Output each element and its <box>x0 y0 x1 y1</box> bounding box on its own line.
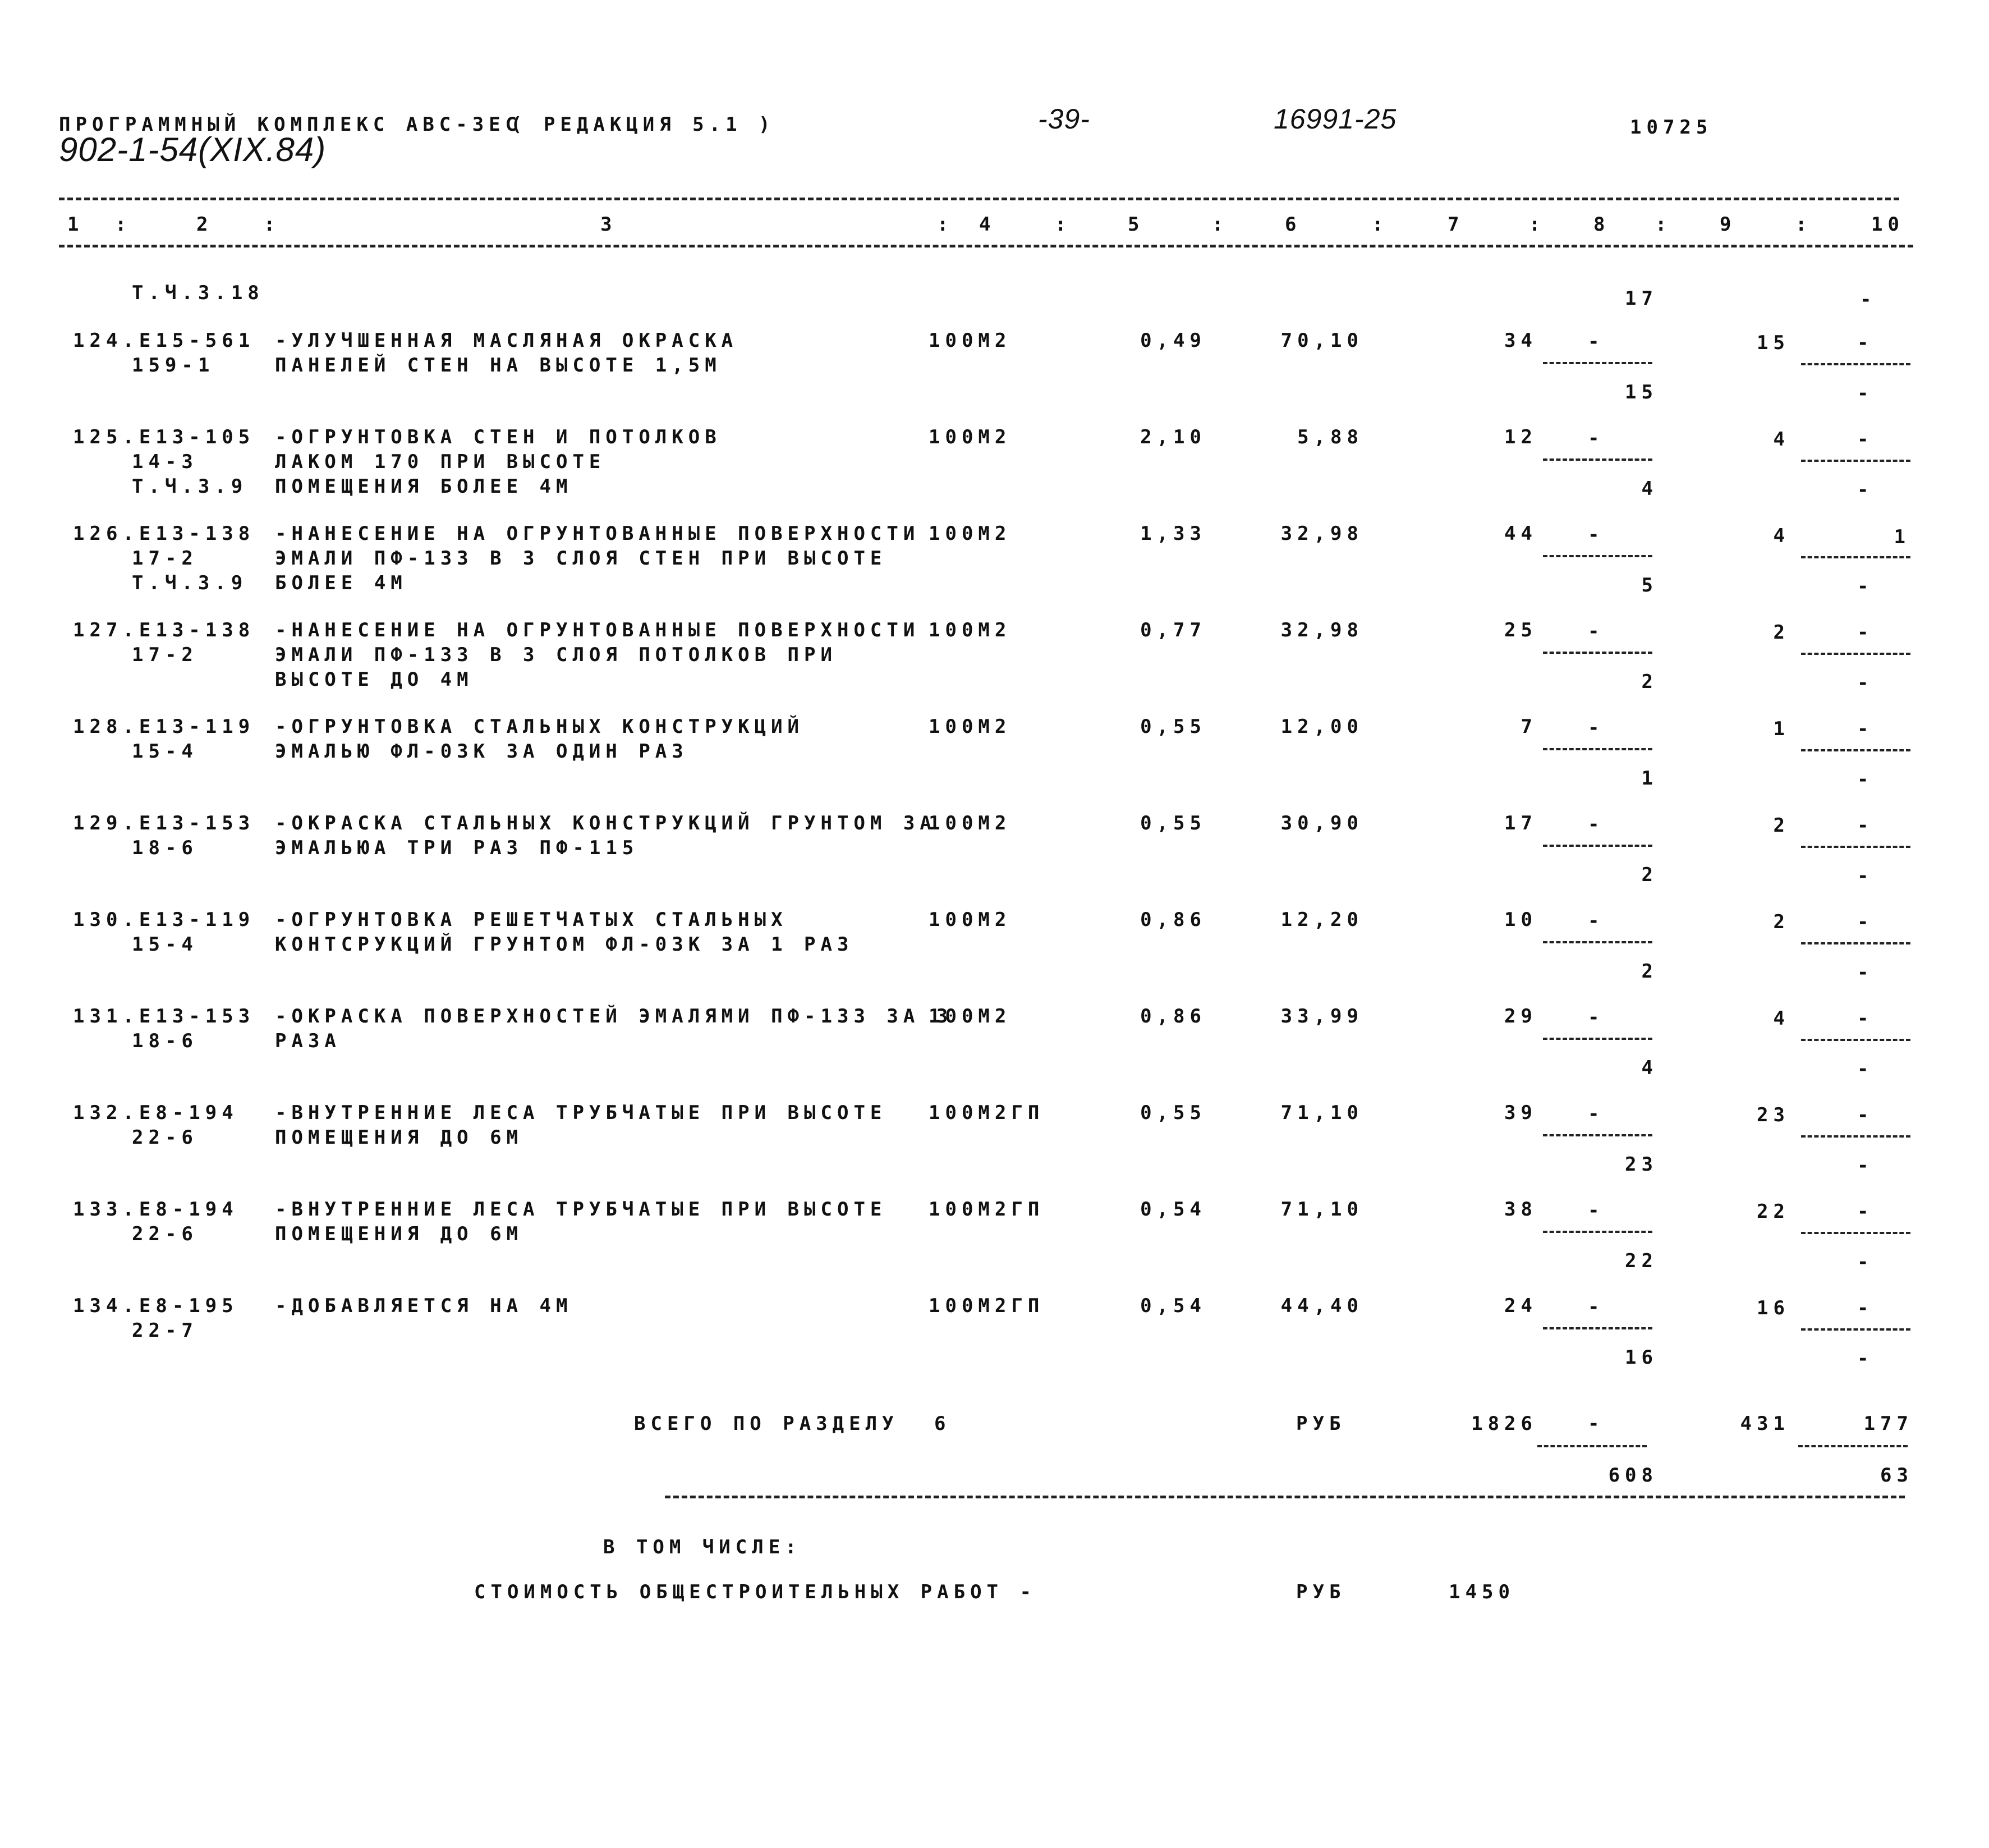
row-unit-price: 5,88 <box>1297 426 1363 448</box>
row-quantity: 0,55 <box>1140 812 1206 834</box>
column-separator: : <box>115 213 132 236</box>
cell-col10-top: - <box>1857 1297 1874 1319</box>
row-description: -ОГРУНТОВКА СТЕН И ПОТОЛКОВ <box>275 426 722 448</box>
fraction-line <box>1537 1445 1647 1447</box>
row-quantity: 0,54 <box>1140 1198 1206 1221</box>
row-quantity: 0,86 <box>1140 1005 1206 1028</box>
row-reference: 22-6 <box>132 1126 198 1149</box>
cell-col10-top: - <box>1857 911 1874 933</box>
page-number: -39- <box>1038 103 1090 135</box>
row-unit-price: 71,10 <box>1280 1102 1363 1124</box>
row-description: ЛАКОМ 170 ПРИ ВЫСОТЕ <box>275 451 606 473</box>
cell-col10-top: - <box>1857 718 1874 740</box>
row-unit-price: 32,98 <box>1280 619 1363 641</box>
cell-col8-bottom: 5 <box>1641 574 1658 597</box>
fraction-line <box>1543 845 1652 847</box>
row-description: ПОМЕЩЕНИЯ БОЛЕЕ 4М <box>275 475 573 498</box>
row-number: 125.Е13-105 <box>73 426 255 448</box>
row-description: ПОМЕЩЕНИЯ ДО 6М <box>275 1223 523 1245</box>
row-unit-price: 71,10 <box>1280 1198 1363 1221</box>
general-works-currency: РУБ <box>1296 1581 1346 1603</box>
summary-rule <box>665 1496 1905 1498</box>
row-reference: 15-4 <box>132 933 198 956</box>
fraction-line <box>1801 1135 1910 1138</box>
row-unit-price: 44,40 <box>1280 1295 1363 1317</box>
cell-col8-bottom: 4 <box>1641 478 1658 500</box>
row-number: 130.Е13-119 <box>73 909 255 931</box>
cell-col10-bottom: - <box>1857 382 1874 405</box>
row-total: 24 <box>1504 1295 1537 1317</box>
column-header-8: 8 <box>1593 213 1610 236</box>
row-quantity: 0,77 <box>1140 619 1206 641</box>
cell-col8-top: - <box>1588 1103 1605 1125</box>
row-description: -УЛУЧШЕННАЯ МАСЛЯНАЯ ОКРАСКА <box>275 329 738 352</box>
fraction-line <box>1543 1038 1652 1040</box>
cell-col9: 4 <box>1773 525 1790 547</box>
cell-col9: 4 <box>1773 428 1790 451</box>
row-unit-price: 32,98 <box>1280 522 1363 545</box>
cell-col10-top: - <box>1857 1200 1874 1223</box>
cell-col8-bottom: 23 <box>1625 1153 1658 1176</box>
column-separator: : <box>1372 213 1389 236</box>
fraction-line <box>1543 652 1652 654</box>
row-number: 128.Е13-119 <box>73 716 255 738</box>
row-number: 129.Е13-153 <box>73 812 255 834</box>
cell-col8-top: - <box>1588 620 1605 643</box>
cell-col8-top: - <box>1588 813 1605 836</box>
row-unit-price: 70,10 <box>1280 329 1363 352</box>
row-quantity: 0,54 <box>1140 1295 1206 1317</box>
row-description: -ОКРАСКА ПОВЕРХНОСТЕЙ ЭМАЛЯМИ ПФ-133 ЗА 3 <box>275 1005 953 1028</box>
row-unit: 100М2 <box>929 812 1012 834</box>
row-description: -ОГРУНТОВКА РЕШЕТЧАТЫХ СТАЛЬНЫХ <box>275 909 788 931</box>
summary-col9: 431 <box>1740 1413 1790 1435</box>
summary-section-number: 6 <box>934 1413 951 1435</box>
row-total: 44 <box>1504 522 1537 545</box>
row-unit: 100М2 <box>929 522 1012 545</box>
document-code: 10725 <box>1630 116 1713 139</box>
column-separator: : <box>1795 213 1812 236</box>
row-total: 12 <box>1504 426 1537 448</box>
fraction-line <box>1801 653 1910 655</box>
summary-col10-bottom: 63 <box>1880 1464 1913 1487</box>
row-reference: 14-3 <box>132 451 198 473</box>
row-description: -НАНЕСЕНИЕ НА ОГРУНТОВАННЫЕ ПОВЕРХНОСТИ <box>275 619 920 641</box>
row-reference: 15-4 <box>132 740 198 763</box>
fraction-line <box>1543 1327 1652 1329</box>
cell-col8-bottom: 16 <box>1625 1346 1658 1369</box>
column-separator: : <box>1055 213 1072 236</box>
column-separator: : <box>1529 213 1546 236</box>
project-number: 902-1-54(XIX.84) <box>59 131 327 168</box>
row-description: ЭМАЛИ ПФ-133 В 3 СЛОЯ СТЕН ПРИ ВЫСОТЕ <box>275 547 887 570</box>
row-number: 124.Е15-561 <box>73 329 255 352</box>
cell-col10-bottom: - <box>1857 1251 1874 1273</box>
row-quantity: 2,10 <box>1140 426 1206 448</box>
row-description: ВЫСОТЕ ДО 4М <box>275 668 474 691</box>
cell-col9: 2 <box>1773 621 1790 644</box>
fraction-line <box>1801 749 1910 751</box>
row-quantity: 0,55 <box>1140 716 1206 738</box>
cell-col8: 17 <box>1625 287 1658 310</box>
cell-col9: 2 <box>1773 814 1790 837</box>
row-reference: Т.Ч.3.18 <box>132 282 264 304</box>
cell-col9: 22 <box>1757 1200 1790 1223</box>
column-separator: : <box>264 213 281 236</box>
cell-col8-top: - <box>1588 1296 1605 1318</box>
row-number: 131.Е13-153 <box>73 1005 255 1028</box>
row-unit: 100М2 <box>929 909 1012 931</box>
fraction-line <box>1543 555 1652 557</box>
summary-col8-bottom: 608 <box>1608 1464 1658 1487</box>
fraction-line <box>1543 458 1652 461</box>
cell-col9: 2 <box>1773 911 1790 933</box>
fraction-line <box>1801 460 1910 462</box>
including-label: В ТОМ ЧИСЛЕ: <box>603 1536 802 1558</box>
row-quantity: 0,55 <box>1140 1102 1206 1124</box>
cell-col9: 4 <box>1773 1007 1790 1030</box>
row-reference: 22-6 <box>132 1223 198 1245</box>
cell-col10-top: - <box>1857 621 1874 644</box>
cell-col8-bottom: 22 <box>1625 1250 1658 1272</box>
cell-col10-bottom: - <box>1857 672 1874 694</box>
cell-col10-top: - <box>1857 1007 1874 1030</box>
row-unit: 100М2 <box>929 716 1012 738</box>
row-reference: 17-2 <box>132 644 198 666</box>
fraction-line <box>1798 1445 1908 1447</box>
cell-col9: 16 <box>1757 1297 1790 1319</box>
summary-total: 1826 <box>1471 1413 1537 1435</box>
cell-col8-bottom: 2 <box>1641 864 1658 886</box>
cell-col10-bottom: - <box>1857 1154 1874 1177</box>
cell-col8-top: - <box>1588 910 1605 932</box>
row-unit: 100М2ГП <box>929 1198 1045 1221</box>
row-description: РАЗА <box>275 1030 341 1052</box>
row-total: 17 <box>1504 812 1537 834</box>
program-title: ПРОГРАММНЫЙ КОМПЛЕКС АВС-3ЕС <box>59 113 522 136</box>
column-separator: : <box>1655 213 1672 236</box>
column-header-3: 3 <box>600 213 617 236</box>
row-unit-price: 12,20 <box>1280 909 1363 931</box>
fraction-line <box>1543 1134 1652 1136</box>
row-number: 134.Е8-195 <box>73 1295 238 1317</box>
fraction-line <box>1801 846 1910 848</box>
row-unit-price: 12,00 <box>1280 716 1363 738</box>
cell-col10-top: - <box>1857 1104 1874 1126</box>
column-header-9: 9 <box>1720 213 1737 236</box>
row-unit: 100М2ГП <box>929 1295 1045 1317</box>
row-description: -ДОБАВЛЯЕТСЯ НА 4М <box>275 1295 573 1317</box>
cell-col8-bottom: 1 <box>1641 767 1658 790</box>
fraction-line <box>1543 362 1652 364</box>
row-total: 34 <box>1504 329 1537 352</box>
fraction-line <box>1801 556 1910 558</box>
cell-col10-bottom: - <box>1857 865 1874 887</box>
cell-col10-bottom: - <box>1857 1058 1874 1080</box>
row-total: 29 <box>1504 1005 1537 1028</box>
row-unit-price: 30,90 <box>1280 812 1363 834</box>
cell-col8-top: - <box>1588 427 1605 450</box>
row-total: 10 <box>1504 909 1537 931</box>
cell-col8-top: - <box>1588 331 1605 353</box>
fraction-line <box>1801 1328 1910 1331</box>
row-reference: Т.Ч.3.9 <box>132 475 248 498</box>
cell-col10-top: 1 <box>1894 526 1910 548</box>
cell-col8-bottom: 2 <box>1641 671 1658 693</box>
fraction-line <box>1543 941 1652 943</box>
row-quantity: 1,33 <box>1140 522 1206 545</box>
row-reference: 18-6 <box>132 1030 198 1052</box>
cell-col10-bottom: - <box>1857 575 1874 598</box>
cell-col10-top: - <box>1857 814 1874 837</box>
cell-col10-bottom: - <box>1857 768 1874 791</box>
column-header-2: 2 <box>196 213 213 236</box>
column-header-1: 1 <box>67 213 84 236</box>
cell-col9: 15 <box>1757 332 1790 354</box>
header-bottom-rule <box>59 245 1913 247</box>
row-unit: 100М2 <box>929 619 1012 641</box>
fraction-line <box>1543 1231 1652 1233</box>
row-description: ЭМАЛЬЮ ФЛ-03К ЗА ОДИН РАЗ <box>275 740 688 763</box>
summary-col10-top: 177 <box>1863 1413 1913 1435</box>
row-description: КОНТСРУКЦИЙ ГРУНТОМ ФЛ-03К ЗА 1 РАЗ <box>275 933 854 956</box>
cell-col10-bottom: - <box>1857 961 1874 984</box>
column-separator: : <box>1212 213 1229 236</box>
edition-label: ( РЕДАКЦИЯ 5.1 ) <box>511 113 775 136</box>
cell-col10-bottom: - <box>1857 479 1874 501</box>
row-total: 25 <box>1504 619 1537 641</box>
fraction-line <box>1801 942 1910 944</box>
row-reference: 18-6 <box>132 837 198 859</box>
fraction-line <box>1543 748 1652 750</box>
row-description: -НАНЕСЕНИЕ НА ОГРУНТОВАННЫЕ ПОВЕРХНОСТИ <box>275 522 920 545</box>
row-reference: 159-1 <box>132 354 215 377</box>
row-description: ЭМАЛЬЮА ТРИ РАЗ ПФ-115 <box>275 837 639 859</box>
fraction-line <box>1801 363 1910 365</box>
row-description: ЭМАЛИ ПФ-133 В 3 СЛОЯ ПОТОЛКОВ ПРИ <box>275 644 837 666</box>
cell-col9: 1 <box>1773 718 1790 740</box>
row-reference: Т.Ч.3.9 <box>132 572 248 594</box>
row-description: ПАНЕЛЕЙ СТЕН НА ВЫСОТЕ 1,5М <box>275 354 722 377</box>
row-reference: 17-2 <box>132 547 198 570</box>
general-works-value: 1450 <box>1449 1581 1515 1603</box>
summary-label: ВСЕГО ПО РАЗДЕЛУ <box>634 1413 899 1435</box>
column-header-4: 4 <box>979 213 996 236</box>
summary-col8-top: - <box>1588 1413 1605 1435</box>
general-works-label: СТОИМОСТЬ ОБЩЕСТРОИТЕЛЬНЫХ РАБОТ - <box>474 1581 1036 1603</box>
header-top-rule <box>59 198 1899 200</box>
cell-col8-top: - <box>1588 524 1605 546</box>
row-unit-price: 33,99 <box>1280 1005 1363 1028</box>
document-reference: 16991-25 <box>1274 103 1397 135</box>
cell-col10-top: - <box>1857 332 1874 354</box>
row-description: -ОГРУНТОВКА СТАЛЬНЫХ КОНСТРУКЦИЙ <box>275 716 805 738</box>
row-description: -ОКРАСКА СТАЛЬНЫХ КОНСТРУКЦИЙ ГРУНТОМ ЗА <box>275 812 936 834</box>
row-unit: 100М2ГП <box>929 1102 1045 1124</box>
cell-col8-top: - <box>1588 1006 1605 1029</box>
column-header-10: 10 <box>1871 213 1904 236</box>
row-description: -ВНУТРЕННИЕ ЛЕСА ТРУБЧАТЫЕ ПРИ ВЫСОТЕ <box>275 1198 887 1221</box>
row-quantity: 0,86 <box>1140 909 1206 931</box>
row-total: 38 <box>1504 1198 1537 1221</box>
fraction-line <box>1801 1039 1910 1041</box>
row-description: ПОМЕЩЕНИЯ ДО 6М <box>275 1126 523 1149</box>
column-separator: : <box>937 213 954 236</box>
cell-col8-bottom: 4 <box>1641 1057 1658 1079</box>
cell-col8-bottom: 2 <box>1641 960 1658 983</box>
row-total: 39 <box>1504 1102 1537 1124</box>
row-unit: 100М2 <box>929 1005 1012 1028</box>
cell-col8-bottom: 15 <box>1625 381 1658 403</box>
row-reference: 22-7 <box>132 1319 198 1342</box>
cell-col10-bottom: - <box>1857 1347 1874 1370</box>
row-number: 126.Е13-138 <box>73 522 255 545</box>
row-number: 133.Е8-194 <box>73 1198 238 1221</box>
summary-currency: РУБ <box>1296 1413 1346 1435</box>
cell-col8-top: - <box>1588 1199 1605 1222</box>
column-header-6: 6 <box>1285 213 1302 236</box>
row-total: 7 <box>1521 716 1537 738</box>
cell-col10-top: - <box>1857 428 1874 451</box>
row-description: БОЛЕЕ 4М <box>275 572 407 594</box>
fraction-line <box>1801 1232 1910 1234</box>
row-number: 132.Е8-194 <box>73 1102 238 1124</box>
column-header-7: 7 <box>1448 213 1464 236</box>
cell-col8-top: - <box>1588 717 1605 739</box>
row-unit: 100М2 <box>929 426 1012 448</box>
row-number: 127.Е13-138 <box>73 619 255 641</box>
row-unit: 100М2 <box>929 329 1012 352</box>
cell-col9: 23 <box>1757 1104 1790 1126</box>
column-header-5: 5 <box>1128 213 1145 236</box>
row-quantity: 0,49 <box>1140 329 1206 352</box>
row-description: -ВНУТРЕННИЕ ЛЕСА ТРУБЧАТЫЕ ПРИ ВЫСОТЕ <box>275 1102 887 1124</box>
cell-col10: - <box>1860 288 1877 311</box>
